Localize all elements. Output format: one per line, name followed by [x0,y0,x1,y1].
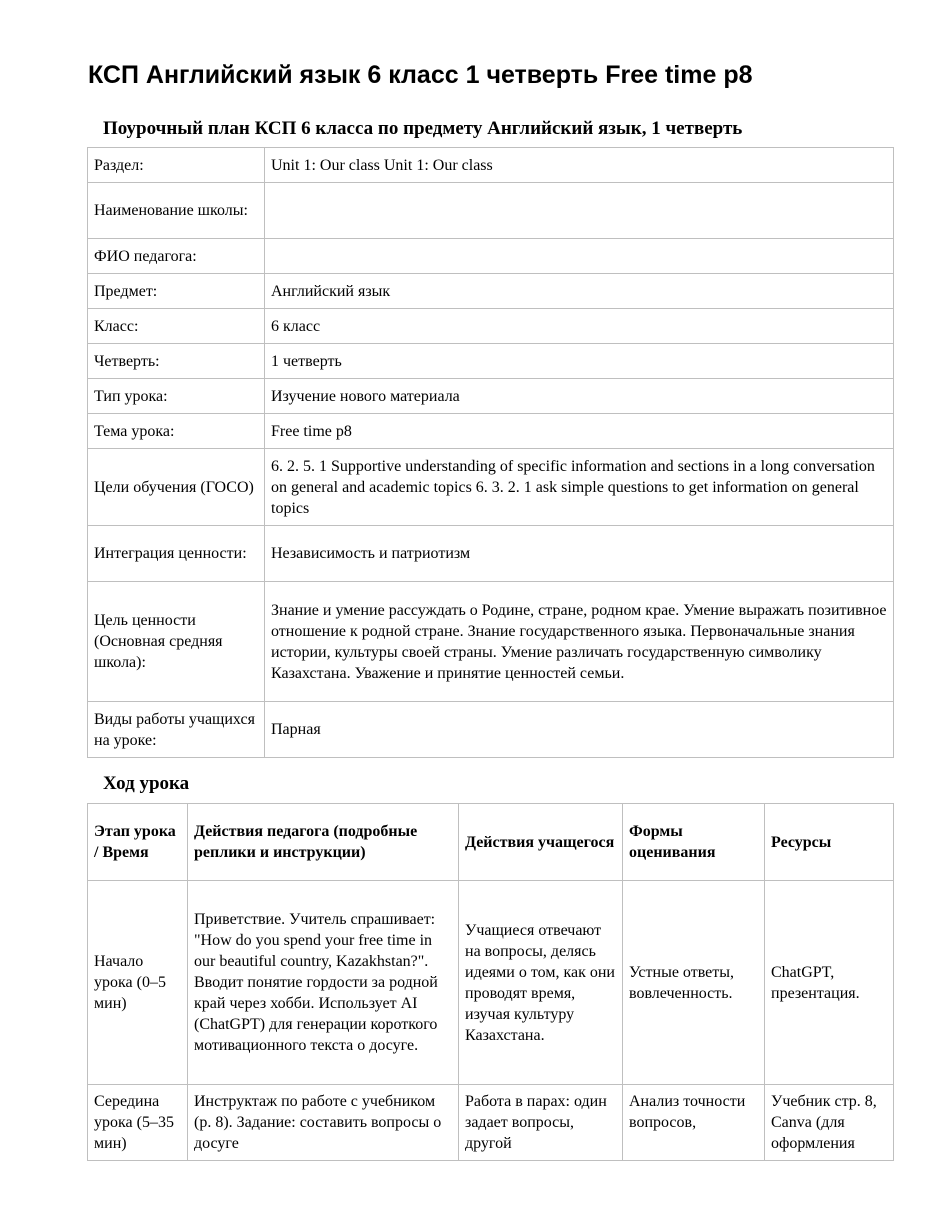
info-label: Четверть: [88,344,265,379]
lesson-progress-table [87,803,894,1161]
info-label: Тип урока: [88,379,265,414]
table-row [88,183,894,239]
info-value: Изучение нового материала [265,379,894,414]
student-actions-cell: Работа в парах: один задает вопросы, другой [459,1085,623,1161]
info-value [265,239,894,274]
info-value: Парная [265,702,894,758]
info-label: Предмет: [88,274,265,309]
resources-cell: ChatGPT, презентация. [765,881,894,1085]
table-row [88,702,894,758]
table-row [88,239,894,274]
table-row [88,344,894,379]
column-header-teacher: Действия педагога (подробные реплики и инструкции) [188,804,459,881]
table-row [88,881,894,1085]
column-header-stage: Этап урока / Время [88,804,188,881]
stage-cell: Начало урока (0–5 мин) [88,881,188,1085]
teacher-actions-cell: Приветствие. Учитель спрашивает: "How do you spend your free time in our beautiful country, Kazakhstan?". Вводит понятие гордости за родной край через хобби. Использует AI (ChatGPT) для генерации короткого мотивационного текста о досуге. [188,881,459,1085]
table-row [88,379,894,414]
column-header-assessment: Формы оценивания [623,804,765,881]
info-label: Цель ценности (Основная средняя школа): [88,582,265,702]
info-value: Unit 1: Our class Unit 1: Our class [265,148,894,183]
table-row [88,414,894,449]
table-row [88,1085,894,1161]
table-header-row [88,804,894,881]
resources-cell: Учебник стр. 8, Canva (для оформления [765,1085,894,1161]
info-value: Free time p8 [265,414,894,449]
column-header-resources: Ресурсы [765,804,894,881]
info-label: Виды работы учащихся на уроке: [88,702,265,758]
teacher-actions-cell: Инструктаж по работе с учебником (p. 8). Задание: составить вопросы о досуге [188,1085,459,1161]
info-value: 1 четверть [265,344,894,379]
assessment-cell: Устные ответы, вовлеченность. [623,881,765,1085]
lesson-info-table [87,147,894,758]
document-title: КСП Английский язык 6 класс 1 четверть Free time p8 [88,61,753,89]
info-value [265,183,894,239]
assessment-cell: Анализ точности вопросов, [623,1085,765,1161]
table-row [88,274,894,309]
info-label: Раздел: [88,148,265,183]
table-row [88,526,894,582]
info-label: Тема урока: [88,414,265,449]
info-label: Цели обучения (ГОСО) [88,449,265,526]
table-row [88,309,894,344]
table-row [88,582,894,702]
info-value: Знание и умение рассуждать о Родине, стране, родном крае. Умение выражать позитивное отношение к родной стране. Знание государственного языка. Первоначальные знания истории, культуры своей страны. Умение различать государственную символику Казахстана. Уважение и принятие ценностей семьи. [265,582,894,702]
info-label: Наименование школы: [88,183,265,239]
student-actions-cell: Учащиеся отвечают на вопросы, делясь идеями о том, как они проводят время, изучая культуру Казахстана. [459,881,623,1085]
lesson-progress-heading: Ход урока [103,773,190,794]
info-label: Интеграция ценности: [88,526,265,582]
column-header-student: Действия учащегося [459,804,623,881]
info-value: 6 класс [265,309,894,344]
table-row [88,449,894,526]
info-value: 6. 2. 5. 1 Supportive understanding of specific information and sections in a long conversation on general and academic topics 6. 3. 2. 1 ask simple questions to get information on general topics [265,449,894,526]
info-value: Независимость и патриотизм [265,526,894,582]
info-label: ФИО педагога: [88,239,265,274]
info-value: Английский язык [265,274,894,309]
table-row [88,148,894,183]
plan-subtitle: Поурочный план КСП 6 класса по предмету Английский язык, 1 четверть [103,118,743,139]
stage-cell: Середина урока (5–35 мин) [88,1085,188,1161]
info-label: Класс: [88,309,265,344]
